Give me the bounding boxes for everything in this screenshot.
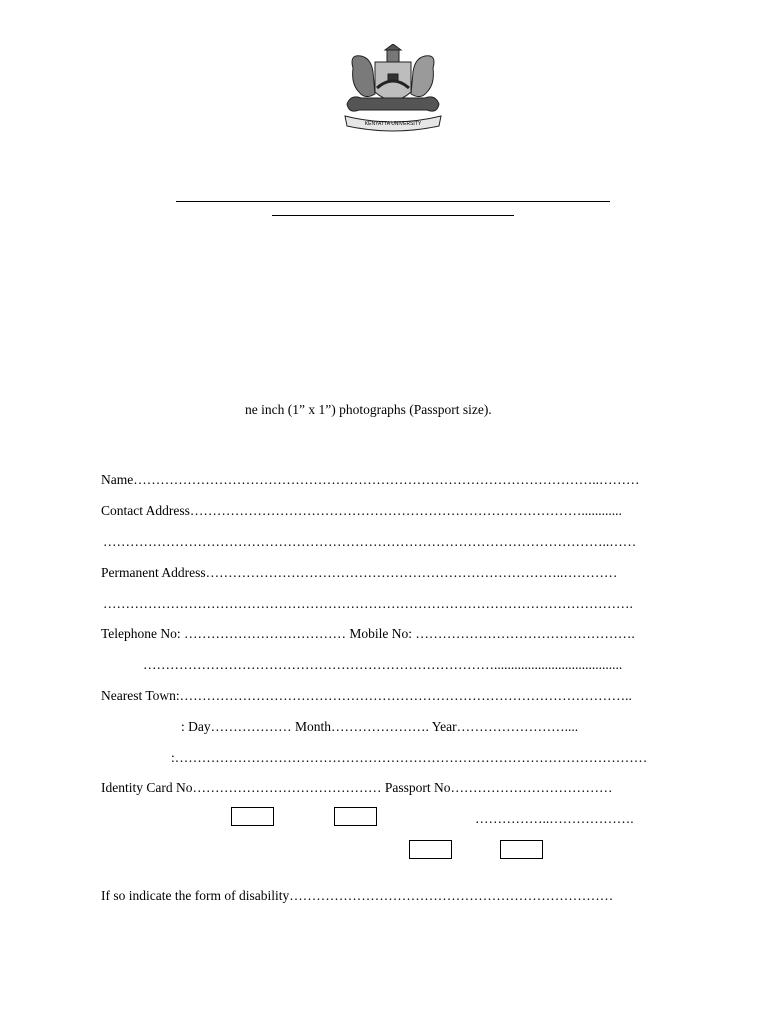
telephone-continuation[interactable]: ……………………………………………………………………...................................... bbox=[143, 657, 623, 672]
title-underline-2 bbox=[272, 215, 514, 216]
name-field[interactable]: Name…………………………………………………………………………………………..……… bbox=[101, 472, 640, 487]
checkbox-4[interactable] bbox=[500, 840, 543, 859]
nearest-town-field[interactable]: Nearest Town:……………………………………………………………………………………….. bbox=[101, 688, 632, 703]
date-of-birth-continuation[interactable]: :…………………………………………………………………………………………… bbox=[171, 750, 648, 765]
contact-address-field[interactable]: Contact Address……………………………………………………………………………............ bbox=[101, 503, 622, 518]
photo-instruction: ne inch (1” x 1”) photographs (Passport size). bbox=[245, 402, 492, 417]
disability-field[interactable]: If so indicate the form of disability……………………………………………………………… bbox=[101, 888, 614, 903]
date-of-birth-field[interactable]: : Day……………… Month…………………. Year…………………….... bbox=[181, 719, 579, 734]
id-continuation[interactable]: ……………..………………. bbox=[475, 811, 634, 826]
checkbox-2[interactable] bbox=[334, 807, 377, 826]
university-crest-logo bbox=[341, 44, 445, 136]
permanent-address-field[interactable]: Permanent Address……………………………………………………………………..………… bbox=[101, 565, 618, 580]
contact-address-continuation[interactable]: …………………………………………………………………………………………………..…… bbox=[103, 534, 637, 549]
crest-ribbon-text: KENYATTA UNIVERSITY bbox=[364, 121, 422, 127]
id-passport-field[interactable]: Identity Card No…………………………………… Passport No……………………………… bbox=[101, 780, 613, 795]
checkbox-1[interactable] bbox=[231, 807, 274, 826]
permanent-address-continuation[interactable]: ………………………………………………………………………………………………………. bbox=[103, 596, 633, 611]
checkbox-3[interactable] bbox=[409, 840, 452, 859]
telephone-mobile-field[interactable]: Telephone No: ……………………………… Mobile No: …………………………………………. bbox=[101, 626, 635, 641]
title-underline-1 bbox=[176, 201, 610, 202]
